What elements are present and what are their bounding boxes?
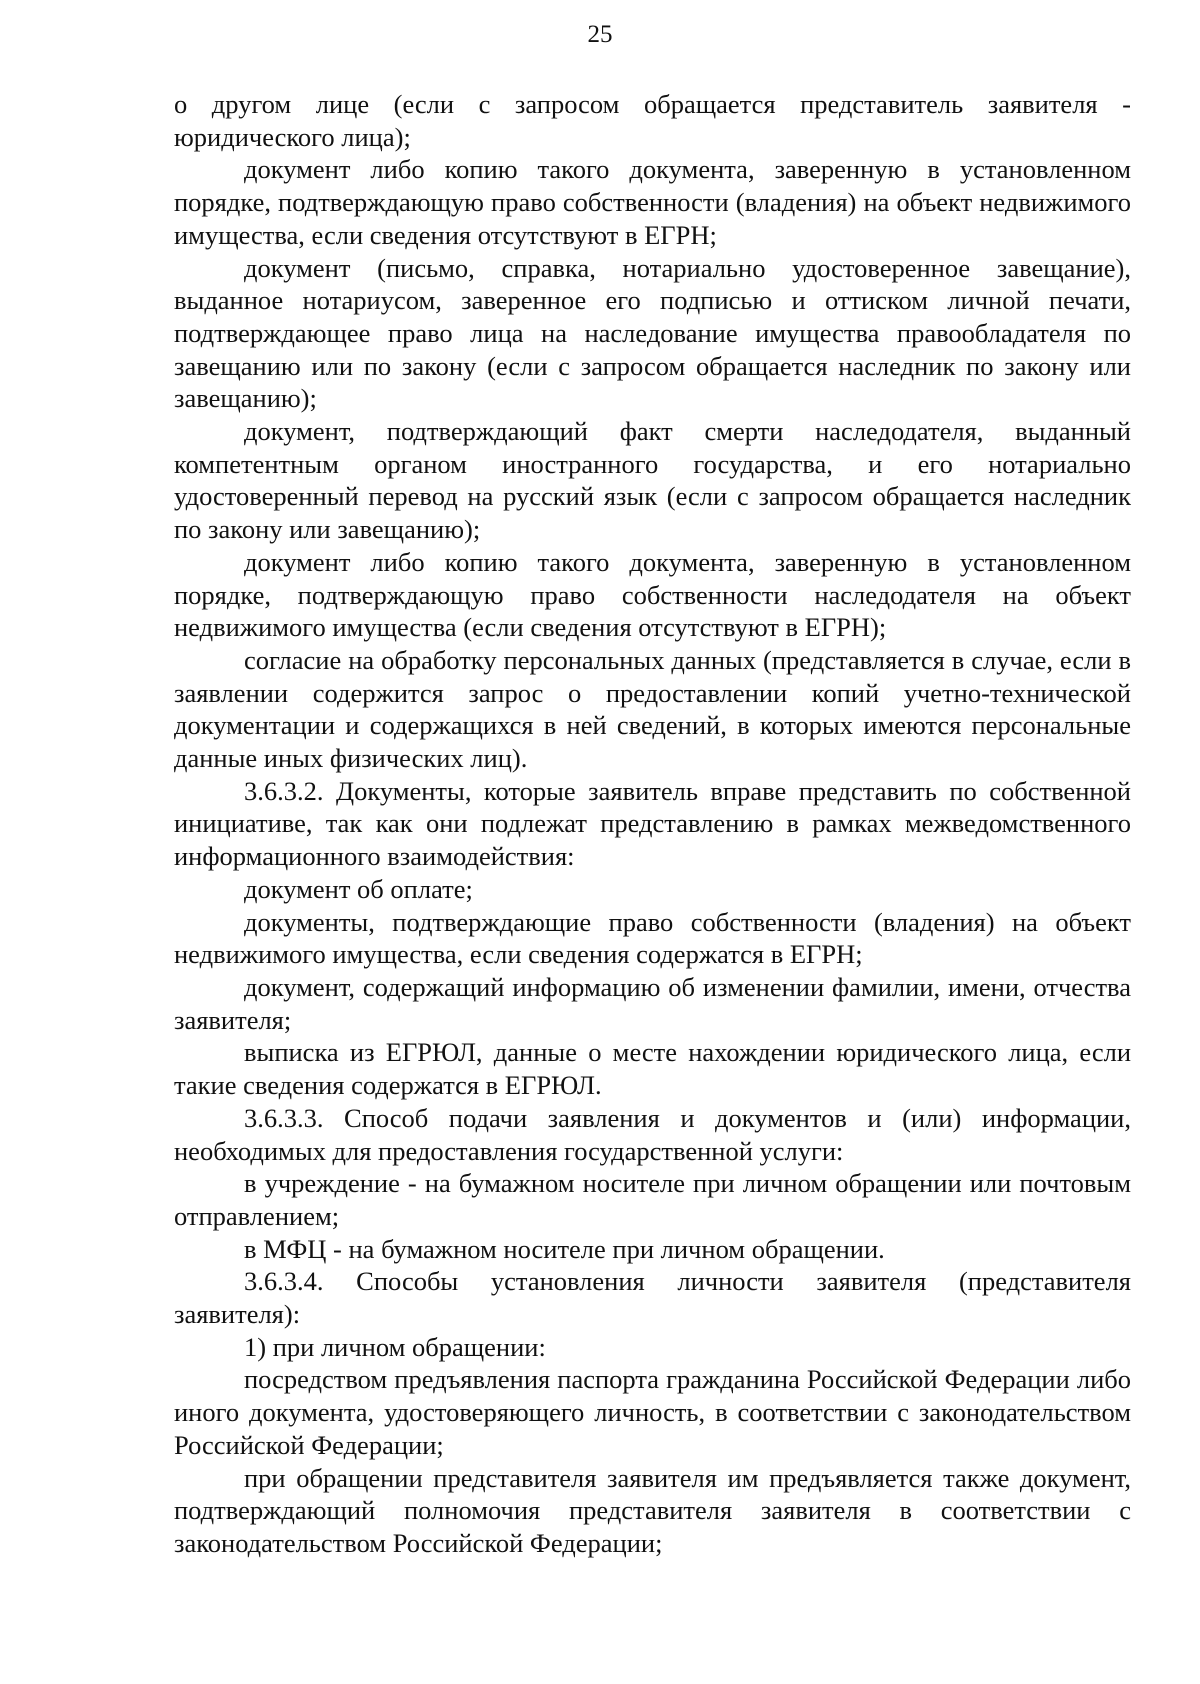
paragraph: в учреждение - на бумажном носителе при личном обращении или почтовым отправлением;	[174, 1168, 1131, 1231]
paragraph: документ, содержащий информацию об изменении фамилии, имени, отчества заявителя;	[174, 971, 1131, 1035]
section-3-6-3-3: 3.6.3.3. Способ подачи заявления и документов и (или) информации, необходимых для предоставления государственной услуги:	[174, 1102, 1131, 1166]
list-item: 1) при личном обращении:	[244, 1331, 546, 1362]
paragraph: выписка из ЕГРЮЛ, данные о месте нахождении юридического лица, если такие сведения содержатся в ЕГРЮЛ.	[174, 1037, 1131, 1101]
paragraph: при обращении представителя заявителя им предъявляется также документ, подтверждающий полномочия представителя заявителя в соответствии с законодательством Российской Федерации;	[174, 1462, 1131, 1558]
paragraph: документ либо копию такого документа, заверенную в установленном порядке, подтверждающую право собственности (владения) на объект недвижимого имущества, если сведения отсутствуют в ЕГРН;	[174, 154, 1131, 250]
paragraph: документ либо копию такого документа, заверенную в установленном порядке, подтверждающую право собственности наследодателя на объект недвижимого имущества (если сведения отсутствуют в ЕГРН);	[174, 546, 1131, 643]
section-3-6-3-4: 3.6.3.4. Способы установления личности заявителя (представителя заявителя):	[174, 1266, 1131, 1330]
paragraph: согласие на обработку персональных данных (представляется в случае, если в заявлении содержится запрос о предоставлении копий учетно-технической документации и содержащихся в ней сведений, в которых имеются персональные данные иных физических лиц).	[174, 644, 1131, 774]
section-3-6-3-2: 3.6.3.2. Документы, которые заявитель вправе представить по собственной инициативе, так как они подлежат представлению в рамках межведомственного информационного взаимодействия:	[174, 775, 1131, 872]
page-number: 25	[587, 21, 613, 48]
paragraph: в МФЦ - на бумажном носителе при личном обращении.	[244, 1233, 885, 1264]
paragraph: документы, подтверждающие право собственности (владения) на объект недвижимого имущества, если сведения содержатся в ЕГРН;	[174, 906, 1131, 970]
paragraph: документ об оплате;	[244, 873, 473, 904]
paragraph: документ (письмо, справка, нотариально удостоверенное завещание), выданное нотариусом, заверенное его подписью и оттиском личной печати, подтверждающее право лица на наследование имущества правообладателя по завещанию или по закону (если с запросом обращается наследник по закону или завещанию);	[174, 252, 1131, 414]
paragraph-continuation: о другом лице (если с запросом обращается представитель заявителя - юридического лица);	[174, 89, 1131, 152]
paragraph: документ, подтверждающий факт смерти наследодателя, выданный компетентным органом иностранного государства, и его нотариально удостоверенный перевод на русский язык (если с запросом обращается наследник по закону или завещанию);	[174, 416, 1131, 545]
paragraph: посредством предъявления паспорта гражданина Российской Федерации либо иного документа, удостоверяющего личность, в соответствии с законодательством Российской Федерации;	[174, 1364, 1131, 1460]
document-body	[174, 88, 1131, 1560]
